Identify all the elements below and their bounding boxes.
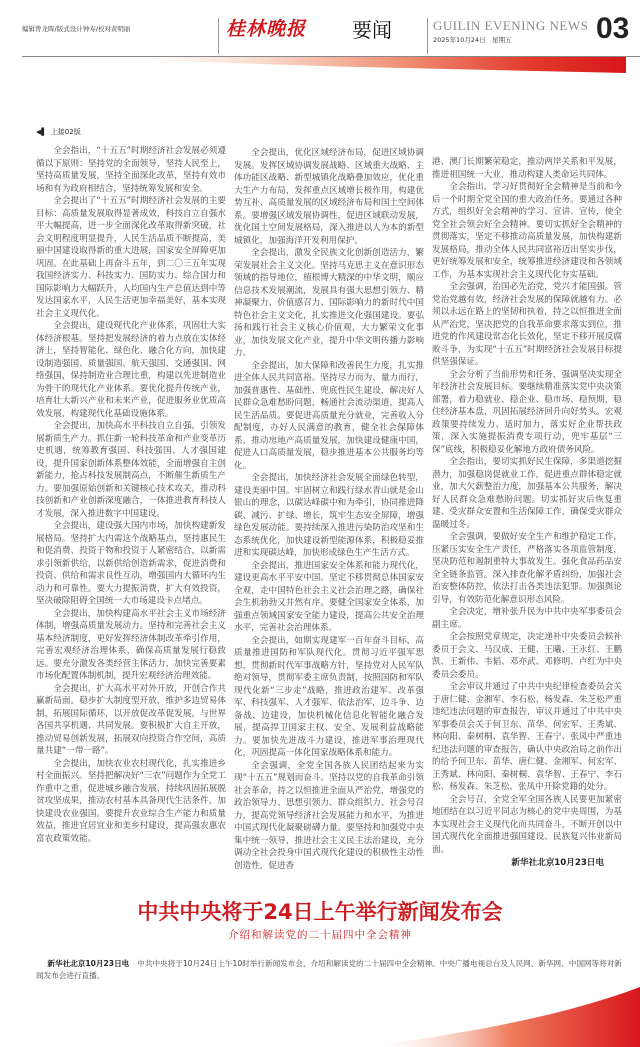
paragraph: 全会提出，加快高水平科技自立自强，引领发展新质生产力。抓住新一轮科技革命和产业变革历史机遇，统筹教育强国、科技强国、人才强国建设，提升国家创新体系整体效能，全面增强自主创新能力，抢占科技发展制高点，不断催生新质生产力。要加强原始创新和关键核心技术攻关，推动科技创新和产业创新深度融合，一体推进教育科技人才发展，深入推进数字中国建设。 [36,421,226,519]
paragraph: 全会指出，“十五五”时期经济社会发展必须遵循以下原则：坚持党的全面领导，坚持人民至上，坚持高质量发展，坚持全面深化改革，坚持有效市场和有为政府相结合，坚持统筹发展和安全。 [36,146,226,194]
paragraph: 全会按照党章规定，决定递补中央委员会候补委员于会文、马汉成、王健、王曦、王永红、王鹏凯、王新伟、韦韬、邓亦武、邓修明、卢红为中央委员会委员。 [432,632,622,680]
paragraph: 全会分析了当前形势和任务，强调坚决实现全年经济社会发展目标。要继续精准落实党中央决策部署，着力稳就业、稳企业、稳市场、稳预期，稳住经济基本盘，巩固拓展经济回升向好势头。宏观政策要持续发力、适时加力，落实好企业帮扶政策，深入实施提振消费专项行动，兜牢基层“三保”底线，积极稳妥化解地方政府债务风险。 [432,369,622,455]
paragraph: 全会提出，加快经济社会发展全面绿色转型，建设美丽中国。牢固树立和践行绿水青山就是金山银山的理念，以碳达峰碳中和为牵引，协同推进降碳、减污、扩绿、增长，筑牢生态安全屏障，增强绿色发展动能。要持续深入推进污染防治攻坚和生态系统优化，加快建设新型能源体系，积极稳妥推进和实现碳达峰，加快形成绿色生产生活方式。 [234,473,424,558]
issue-date: 2025年10月24日 星期五 [433,36,512,44]
paragraph: 港、澳门长期繁荣稳定，推动两岸关系和平发展，推进祖国统一大业，推动构建人类命运共同体。 [432,157,622,180]
header-divider [218,18,219,54]
section-title: 要闻 [352,18,392,42]
paragraph: 全会提出，推进国家安全体系和能力现代化，建设更高水平平安中国。坚定不移贯彻总体国家安全观，走中国特色社会主义社会治理之路，确保社会生机勃勃又井然有序。要健全国家安全体系，加强重点领域国家安全能力建设，提高公共安全治理水平，完善社会治理体系。 [234,560,424,633]
paragraph: 全会提出，优化区域经济布局，促进区域协调发展。发挥区域协调发展战略、区域重大战略、主体功能区战略、新型城镇化战略叠加效应，优化重大生产力布局，发挥重点区域增长极作用，构建优势互补、高质量发展的区域经济布局和国土空间体系。要增强区域发展协调性，促进区域联动发展，优化国土空间发展格局，深入推进以人为本的新型城镇化，加强海洋开发利用保护。 [234,148,424,246]
paper-name-english: GUILIN EVENING NEWS [433,18,589,33]
paragraph: 全会提出，加快构建高水平社会主义市场经济体制，增强高质量发展动力。坚持和完善社会主义基本经济制度，更好发挥经济体制改革牵引作用，完善宏观经济治理体系，确保高质量发展行稳致远。要充分激发各类经营主体活力，加快完善要素市场化配置体制机制，提升宏观经济治理效能。 [36,608,226,681]
subheadline: 介绍和解读党的二十届四中全会精神 [228,929,412,941]
header-divider [427,18,428,54]
paragraph: 全会决定，增补张升民为中共中央军事委员会副主席。 [432,607,622,630]
news-dateline: 新华社北京10月23日电 [47,959,130,968]
paragraph: 全会强调，全党全国各族人民团结起来为实现“十五五”规划而奋斗。坚持以党的自我革命引领社会革命，持之以恒推进全面从严治党，增强党的政治领导力、思想引领力、群众组织力、社会号召力，提高党领导经济社会发展能力和水平，为推进中国式现代化凝聚磅礴力量。要坚持和加强党中央集中统一领导，推进社会主义民主法治建设，充分调动全社会投身中国式现代化建设的积极性主动性创造性，促进香 [234,760,424,871]
continued-label: 上接02版 [50,128,81,136]
headline: 中共中央将于24日上午举行新闻发布会 [137,900,503,924]
newspaper-logo: 桂林晚报 [226,18,307,40]
paragraph: 全会提出，建设强大国内市场，加快构建新发展格局。坚持扩大内需这个战略基点，坚持惠民生和促消费、投资于物和投资于人紧密结合，以新需求引领新供给，以新供给创造新需求，促进消费和投资、供给和需求良性互动，增强国内大循环内生动力和可靠性。要大力提振消费，扩大有效投资，坚决破除阻碍全国统一大市场建设卡点堵点。 [36,521,226,606]
paragraph: 全会审议并通过了中共中央纪律检查委员会关于唐仁健、金湘军、李石松、杨发森、朱芝松严重违纪违法问题的审查报告，审议并通过了中共中央军事委员会关于何卫东、苗华、何宏军、王秀斌、林向阳、秦树桐、袁华智、王春宁、张凤中严重违纪违法问题的审查报告，确认中央政治局之前作出的给予何卫东、苗华、唐仁健、金湘军、何宏军、王秀斌、林向阳、秦树桐、袁华智、王春宁、李石松、杨发森、朱芝松、张凤中开除党籍的处分。 [432,682,622,792]
paragraph: 全会提出了“十五五”时期经济社会发展的主要目标：高质量发展取得显著成效，科技自立自强水平大幅提高，进一步全面深化改革取得新突破，社会文明程度明显提升，人民生活品质不断提高，美丽中国建设取得新的重大进展，国家安全屏障更加巩固。在此基础上再奋斗五年，到二〇三五年实现我国经济实力、科技实力、国防实力、综合国力和国际影响力大幅跃升，人均国内生产总值达到中等发达国家水平，人民生活更加幸福美好，基本实现社会主义现代化。 [36,196,226,319]
paragraph: 全会提出，建设现代化产业体系，巩固壮大实体经济根基。坚持把发展经济的着力点放在实体经济上，坚持智能化、绿色化、融合化方向，加快建设制造强国、质量强国、航天强国、交通强国、网络强国，保持制造业合理比重，构建以先进制造业为骨干的现代化产业体系。要优化提升传统产业，培育壮大新兴产业和未来产业，促进服务业优质高效发展，构建现代化基础设施体系。 [36,321,226,419]
paragraph: 全会提出，如期实现建军一百年奋斗目标，高质量推进国防和军队现代化。贯彻习近平强军思想，贯彻新时代军事战略方针，坚持党对人民军队绝对领导，贯彻军委主席负责制，按照国防和军队现代化新“三步走”战略，推进政治建军、改革强军、科技强军、人才强军、依法治军，边斗争、边备战、边建设，加快机械化信息化智能化融合发展，提高捍卫国家主权、安全、发展利益战略能力。要加快先进战斗力建设，推进军事治理现代化，巩固提高一体化国家战略体系和能力。 [234,635,424,758]
article-column-1 [36,145,226,845]
paragraph: 全会强调，治国必先治党，党兴才能国强。管党治党越有效，经济社会发展的保障就越有力。必须以永远在路上的坚韧和执着，持之以恒推进全面从严治党，坚决把党的自我革命要求落实到位，推进党的作风建设常态化长效化，坚定不移开展反腐败斗争，为实现“十五五”时期经济社会发展目标提供坚强保证。 [432,282,622,367]
paragraph: 全会指出，学习好贯彻好全会精神是当前和今后一个时期全党全国的重大政治任务。要通过各种方式，组织好全会精神的学习、宣讲、宣传，使全党全社会领会好全会精神。要切实抓好全会精神的贯彻落实，坚定不移推动高质量发展，加快构建新发展格局，推动全体人民共同富裕迈出坚实步伐，更好统筹发展和安全，统筹推进经济建设和各领域工作，为基本实现社会主义现代化夯实基础。 [432,182,622,280]
editor-credits: 编辑曾龙晖/版式设计钟寿/校对黄明丽 [22,25,131,33]
page-header [0,0,640,75]
paragraph: 全会指出，要切实抓好民生保障，多渠道挖掘潜力，加强稳岗促就业工作，促进重点群体稳定就业，加大欠薪整治力度，加强基本公共服务，解决好人民群众急难愁盼问题。切实抓好灾后恢复重建、受灾群众安置和生活保障工作，确保受灾群众温暖过冬。 [432,457,622,530]
decorative-red-swoosh [380,987,640,1047]
news-body: 中共中央将于10月24日上午10时举行新闻发布会，介绍和解读党的二十届四中全会精神。中央广播电视总台及人民网、新华网、中国网等将对新闻发布会进行直播。 [36,959,622,980]
paragraph: 全会提出，扩大高水平对外开放，开创合作共赢新局面。稳步扩大制度型开放，维护多边贸易体制，拓展国际循环，以开放促改革促发展，与世界各国共享机遇、共同发展。要积极扩大自主开放，推动贸易创新发展，拓展双向投资合作空间，高质量共建“一带一路”。 [36,683,226,756]
article-dateline: 新华社北京10月23日电 [511,858,604,868]
paragraph: 全会提出，激发全民族文化创新创造活力，繁荣发展社会主义文化。坚持马克思主义在意识形态领域的指导地位，植根博大精深的中华文明，顺应信息技术发展潮流，发展具有强大思想引领力、精神凝聚力、价值感召力、国际影响力的新时代中国特色社会主义文化，扎实推进文化强国建设。要弘扬和践行社会主义核心价值观，大力繁荣文化事业，加快发展文化产业，提升中华文明传播力影响力。 [234,248,424,358]
continued-from [36,127,640,137]
page-number: 03 [596,12,630,45]
arrow-left-icon: ◀▌ [36,128,47,136]
decorative-red-band [150,57,626,73]
article-columns [36,145,622,872]
article-column-2 [234,147,424,872]
paragraph: 全会号召，全党全军全国各族人民要更加紧密地团结在以习近平同志为核心的党中央周围，为基本实现社会主义现代化而共同奋斗，不断开创以中国式现代化全面推进强国建设、民族复兴伟业新局面。 [432,794,622,855]
paragraph: 全会强调，要做好安全生产和维护稳定工作，压紧压实安全生产责任，严格落实各项监管制度，坚决防范和遏制重特大事故发生。强化食品药品安全全链条监管。深入排查化解矛盾纠纷，加强社会治安整体防控，依法打击各类违法犯罪。加强舆论引导，有效防范化解意识形态风险。 [432,532,622,605]
news-brief [36,958,624,981]
article-column-3 [432,156,622,870]
paragraph: 全会提出，加快农业农村现代化，扎实推进乡村全面振兴。坚持把解决好“三农”问题作为全党工作重中之重，促进城乡融合发展，持续巩固拓展脱贫攻坚成果，推动农村基本具备现代生活条件，加快建设农业强国。要提升农业综合生产能力和质量效益，推进宜居宜业和美乡村建设，提高强农惠农富农政策效能。 [36,758,226,844]
header-rule [22,56,640,57]
paragraph: 全会提出，加大保障和改善民生力度，扎实推进全体人民共同富裕。坚持尽力而为、量力而行，加强普惠性、基础性、兜底性民生建设，解决好人民群众急难愁盼问题，畅通社会流动渠道，提高人民生活品质。要促进高质量充分就业，完善收入分配制度，办好人民满意的教育，健全社会保障体系，推动房地产高质量发展，加快建设健康中国，促进人口高质量发展，稳步推进基本公共服务均等化。 [234,360,424,471]
